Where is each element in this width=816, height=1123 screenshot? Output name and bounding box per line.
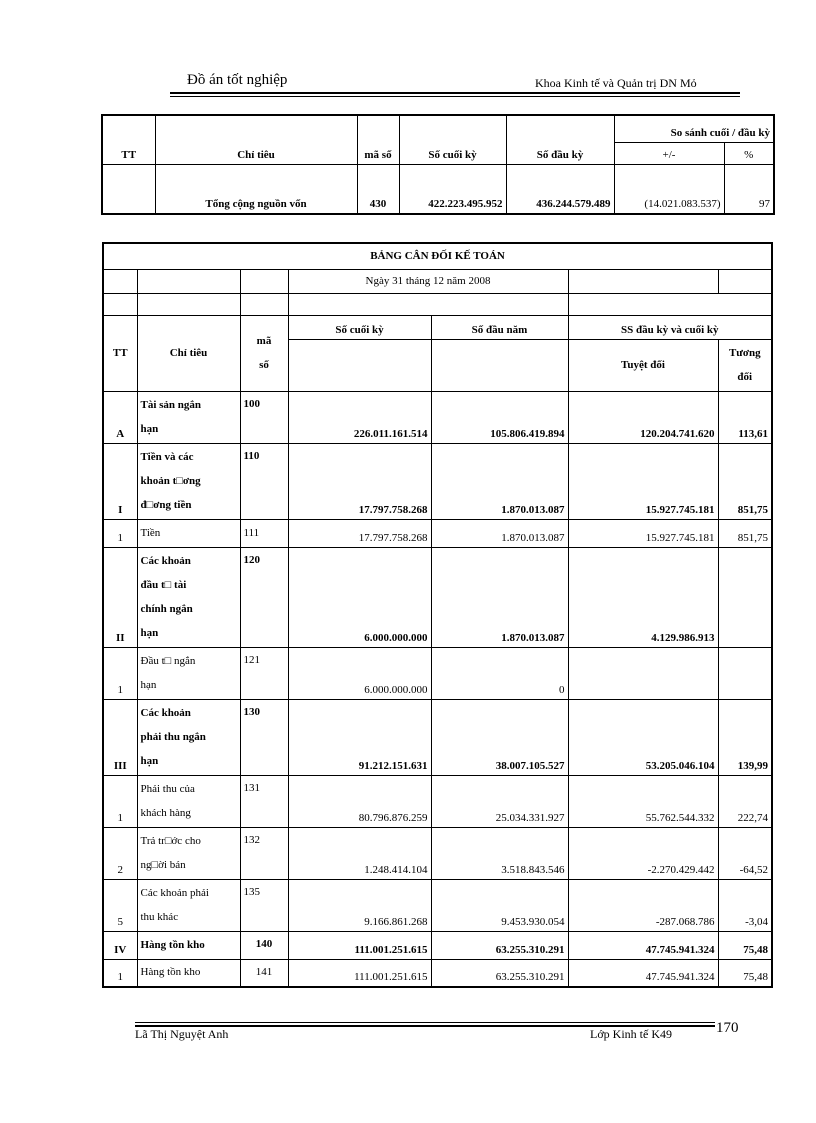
cell-tt	[102, 164, 155, 214]
cell-label-line: Hàng tồn kho	[140, 966, 201, 978]
col-header-pct: %	[724, 142, 774, 164]
table-row	[103, 827, 772, 879]
cell-label-line: ng□ời bán	[140, 858, 186, 871]
col-header-sosanh: So sánh cuối / đầu kỳ	[614, 115, 774, 142]
cell-code: 135	[240, 879, 288, 931]
cell-end: 1.248.414.104	[288, 827, 431, 879]
col-header-maso: mã số	[357, 115, 399, 164]
cell-rel: 851,75	[718, 519, 772, 547]
cell-code: 121	[240, 647, 288, 699]
cell-abs: 15.927.745.181	[568, 443, 718, 519]
cell-label	[137, 775, 240, 827]
cell-label-line: thu khác	[140, 910, 179, 923]
page-number: 170	[716, 1020, 739, 1036]
cell-label-line: Phải thu của	[140, 782, 195, 795]
total-code: 430	[357, 164, 399, 214]
cell-code: 110	[240, 443, 288, 519]
cell-tt: 1	[103, 959, 137, 987]
cell-end: 111.001.251.615	[288, 959, 431, 987]
col-header-ss: SS đầu kỳ và cuối kỳ	[568, 315, 772, 339]
cell-begin: 0	[431, 647, 568, 699]
cell-label-line: Tài sản ngắn	[140, 398, 202, 411]
header-title: Đồ án tốt nghiệp	[187, 72, 288, 88]
cell-label	[137, 443, 240, 519]
header-rule	[170, 96, 740, 97]
col-header-doi: đối	[737, 371, 753, 383]
col-header-tuongdoi	[718, 339, 772, 391]
cell-abs	[568, 647, 718, 699]
cell-begin: 1.870.013.087	[431, 519, 568, 547]
cell-tt: I	[103, 443, 137, 519]
col-header-sodau: Số đầu kỳ	[506, 115, 614, 164]
cell-code: 141	[240, 959, 288, 987]
header-faculty: Khoa Kinh tế và Quản trị DN Mỏ	[535, 76, 697, 90]
cell-label-line: đ□ơng tiền	[140, 498, 192, 511]
cell-label-line: đầu t□ tài	[140, 578, 187, 591]
cell-tt: 5	[103, 879, 137, 931]
cell-label	[137, 547, 240, 647]
cell-abs: 47.745.941.324	[568, 931, 718, 959]
cell-rel: -3,04	[718, 879, 772, 931]
total-label: Tổng cộng nguồn vốn	[155, 164, 357, 214]
cell-label-line: Các khoản phải	[140, 886, 209, 899]
cell-begin: 105.806.419.894	[431, 391, 568, 443]
table-row	[103, 931, 772, 959]
header-rule	[170, 92, 740, 94]
cell-label-line: chính ngắn	[140, 602, 193, 615]
col-header-tuong: Tương	[728, 347, 761, 359]
cell-rel: 851,75	[718, 443, 772, 519]
cell-end: 17.797.758.268	[288, 519, 431, 547]
cell-abs: -287.068.786	[568, 879, 718, 931]
col-header-ma: mã	[256, 335, 272, 347]
cell-label	[137, 931, 240, 959]
col-header-tt: TT	[102, 115, 155, 164]
cell-label	[137, 519, 240, 547]
col-header-tuyetdoi: Tuyệt đối	[568, 339, 718, 391]
col-header-maso	[240, 315, 288, 391]
cell-end: 91.212.151.631	[288, 699, 431, 775]
cell-abs: 55.762.544.332	[568, 775, 718, 827]
cell-tt: III	[103, 699, 137, 775]
cell-tt: II	[103, 547, 137, 647]
cell-abs: -2.270.429.442	[568, 827, 718, 879]
cell-label	[137, 879, 240, 931]
cell-label-line: khách hàng	[140, 806, 191, 819]
table-row	[103, 547, 772, 647]
col-header-socuoi: Số cuối kỳ	[288, 315, 431, 339]
cell-end: 6.000.000.000	[288, 647, 431, 699]
cell-begin: 25.034.331.927	[431, 775, 568, 827]
col-header-chitieu: Chỉ tiêu	[155, 115, 357, 164]
cell-tt: IV	[103, 931, 137, 959]
cell-rel: 75,48	[718, 959, 772, 987]
col-header-sodau: Số đầu năm	[431, 315, 568, 339]
cell-label	[137, 391, 240, 443]
cell-label-line: hạn	[140, 754, 159, 767]
table-row	[103, 391, 772, 443]
cell-tt: 1	[103, 775, 137, 827]
table-row	[103, 699, 772, 775]
cell-code: 111	[240, 519, 288, 547]
table-row	[103, 775, 772, 827]
cell-end: 9.166.861.268	[288, 879, 431, 931]
footer-rule	[135, 1022, 715, 1023]
balance-sheet-title: BẢNG CÂN ĐỐI KẾ TOÁN	[103, 243, 772, 269]
table-row	[103, 519, 772, 547]
cell-tt: 1	[103, 519, 137, 547]
cell-abs: 53.205.046.104	[568, 699, 718, 775]
col-header-so: số	[259, 359, 269, 371]
cell-tt: 1	[103, 647, 137, 699]
cell-label	[137, 647, 240, 699]
cell-label-line: Đầu t□ ngắn	[140, 654, 196, 667]
summary-table	[101, 114, 775, 215]
balance-sheet-date: Ngày 31 tháng 12 năm 2008	[288, 269, 568, 293]
total-diff: (14.021.083.537)	[614, 164, 724, 214]
cell-code: 100	[240, 391, 288, 443]
cell-label-line: Tiền và các	[140, 450, 194, 463]
cell-begin: 63.255.310.291	[431, 959, 568, 987]
footer-author: Lã Thị Nguyệt Anh	[135, 1027, 229, 1041]
col-header-pm: +/-	[614, 142, 724, 164]
total-end: 422.223.495.952	[399, 164, 506, 214]
cell-code: 131	[240, 775, 288, 827]
cell-code: 140	[240, 931, 288, 959]
cell-tt: 2	[103, 827, 137, 879]
cell-abs: 120.204.741.620	[568, 391, 718, 443]
cell-begin: 9.453.930.054	[431, 879, 568, 931]
cell-label-line: Các khoản	[140, 706, 191, 719]
cell-label-line: khoản t□ơng	[140, 474, 201, 487]
cell-label-line: Tiền	[140, 526, 161, 539]
cell-end: 80.796.876.259	[288, 775, 431, 827]
cell-tt: A	[103, 391, 137, 443]
cell-rel	[718, 647, 772, 699]
cell-end: 226.011.161.514	[288, 391, 431, 443]
cell-code: 130	[240, 699, 288, 775]
cell-code: 120	[240, 547, 288, 647]
footer-class: Lớp Kinh tế K49	[590, 1027, 673, 1041]
cell-begin: 38.007.105.527	[431, 699, 568, 775]
table-row	[103, 959, 772, 987]
cell-rel: 75,48	[718, 931, 772, 959]
cell-rel	[718, 547, 772, 647]
total-pct: 97	[724, 164, 774, 214]
cell-begin: 63.255.310.291	[431, 931, 568, 959]
cell-end: 6.000.000.000	[288, 547, 431, 647]
cell-label-line: phải thu ngắn	[140, 730, 206, 743]
cell-end: 111.001.251.615	[288, 931, 431, 959]
cell-abs: 47.745.941.324	[568, 959, 718, 987]
cell-label-line: hạn	[140, 678, 157, 691]
cell-label-line: Trả tr□ớc cho	[140, 834, 201, 847]
cell-begin: 1.870.013.087	[431, 547, 568, 647]
cell-rel: 222,74	[718, 775, 772, 827]
cell-abs: 4.129.986.913	[568, 547, 718, 647]
cell-rel: -64,52	[718, 827, 772, 879]
table-row	[103, 443, 772, 519]
col-header-socuoi: Số cuối kỳ	[399, 115, 506, 164]
balance-sheet-table	[102, 242, 773, 988]
cell-label	[137, 699, 240, 775]
cell-rel: 113,61	[718, 391, 772, 443]
col-header-tt: TT	[103, 315, 137, 391]
table-row	[103, 879, 772, 931]
cell-end: 17.797.758.268	[288, 443, 431, 519]
cell-label-line: hạn	[140, 422, 159, 435]
cell-rel: 139,99	[718, 699, 772, 775]
cell-label	[137, 959, 240, 987]
cell-label	[137, 827, 240, 879]
cell-code: 132	[240, 827, 288, 879]
cell-label-line: Hàng tồn kho	[140, 938, 205, 951]
table-row	[103, 647, 772, 699]
cell-abs: 15.927.745.181	[568, 519, 718, 547]
cell-label-line: hạn	[140, 626, 159, 639]
cell-begin: 3.518.843.546	[431, 827, 568, 879]
col-header-chitieu: Chỉ tiêu	[137, 315, 240, 391]
total-begin: 436.244.579.489	[506, 164, 614, 214]
cell-begin: 1.870.013.087	[431, 443, 568, 519]
cell-label-line: Các khoản	[140, 554, 191, 567]
